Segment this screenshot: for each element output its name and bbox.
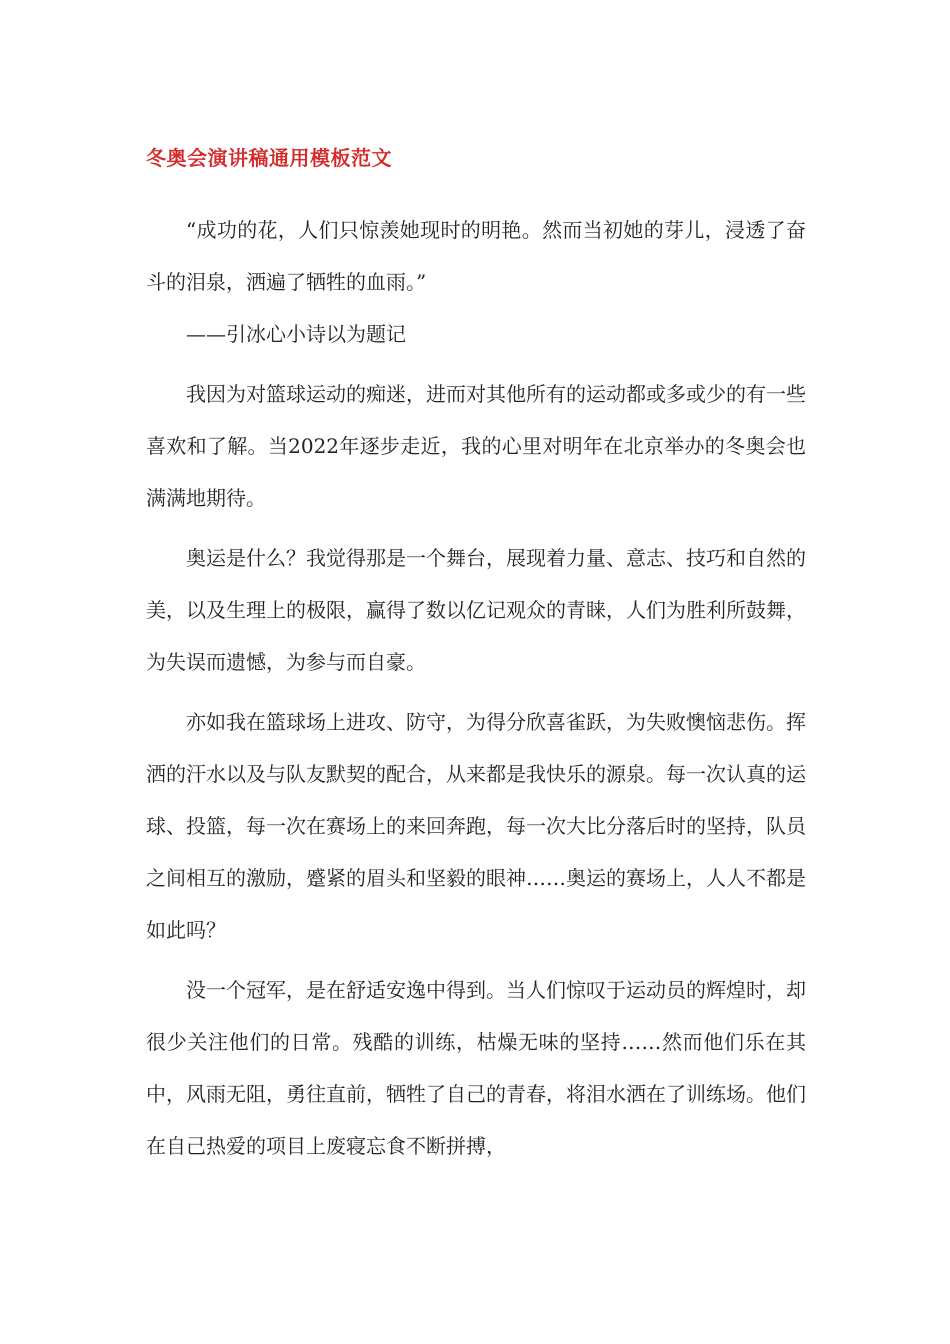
body-paragraph: 奥运是什么？我觉得那是一个舞台，展现着力量、意志、技巧和自然的美，以及生理上的极限，赢得了数以亿记观众的青睐，人们为胜利所鼓舞，为失误而遗憾，为参与而自豪。: [146, 546, 806, 674]
epigraph-quote: “成功的花，人们只惊羡她现时的明艳。然而当初她的芽儿，浸透了奋斗的泪泉，洒遍了牺牲的血雨。”: [146, 218, 806, 294]
epigraph-attribution: ——引冰心小诗以为题记: [186, 322, 406, 346]
document-body: [146, 140, 806, 1180]
body-paragraph: 没一个冠军，是在舒适安逸中得到。当人们惊叹于运动员的辉煌时，却很少关注他们的日常。残酷的训练，枯燥无味的坚持……然而他们乐在其中，风雨无阻，勇往直前，牺牲了自己的青春，将泪水洒在了训练场。他们在自己热爱的项目上废寝忘食不断拼搏，: [146, 978, 806, 1158]
body-paragraph: 亦如我在篮球场上进攻、防守，为得分欣喜雀跃，为失败懊恼悲伤。挥洒的汗水以及与队友默契的配合，从来都是我快乐的源泉。每一次认真的运球、投篮，每一次在赛场上的来回奔跑，每一次大比分落后时的坚持，队员之间相互的激励，蹙紧的眉头和坚毅的眼神……奥运的赛场上，人人不都是如此吗？: [146, 710, 806, 942]
document-title: 冬奥会演讲稿通用模板范文: [146, 146, 392, 170]
body-paragraph: 我因为对篮球运动的痴迷，进而对其他所有的运动都或多或少的有一些喜欢和了解。当2022年逐步走近，我的心里对明年在北京举办的冬奥会也满满地期待。: [146, 382, 806, 510]
